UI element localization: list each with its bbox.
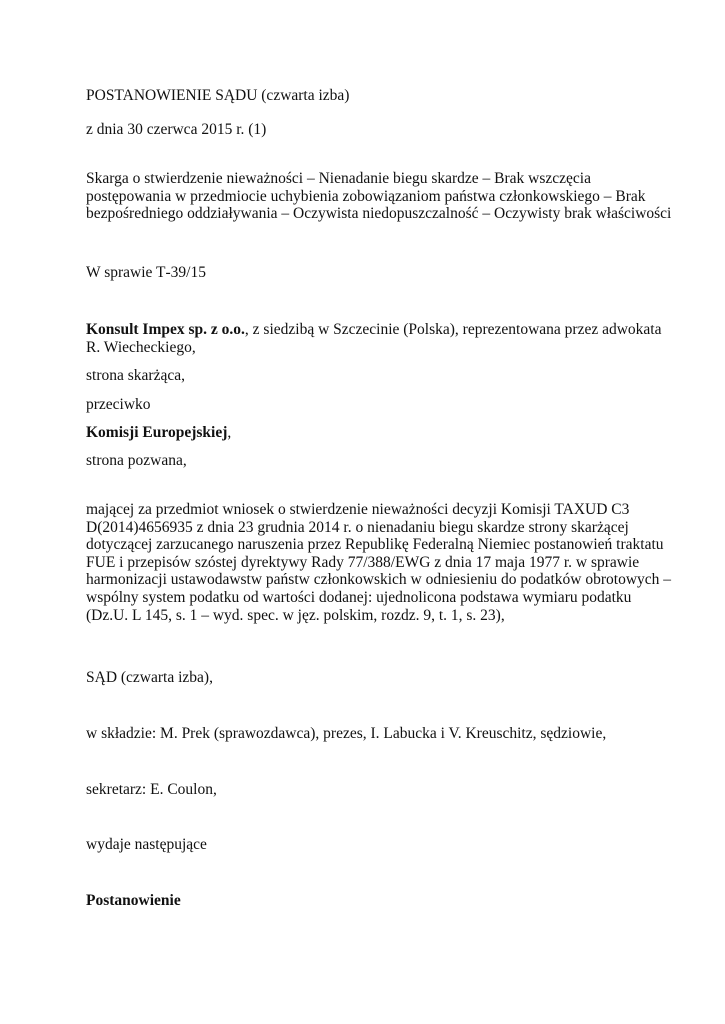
defendant-name: Komisji Europejskiej	[86, 424, 228, 441]
keywords-line: Skarga o stwierdzenie nieważności – Nienadanie biegu skardze – Brak wszczęcia	[86, 170, 591, 187]
applicant-details: , z siedzibą w Szczecinie (Polska), reprezentowana przez adwokata	[244, 321, 662, 338]
subject-line: dotyczącej zarzucanego naruszenia przez Republikę Federalną Niemiec postanowień traktatu	[86, 536, 664, 554]
issues-line: wydaje następujące	[86, 836, 207, 853]
applicant-name: Konsult Impex sp. z o.o.	[86, 321, 245, 338]
section-heading	[86, 892, 181, 910]
registrar-line: sekretarz: E. Coulon,	[86, 781, 217, 798]
document-date: z dnia 30 czerwca 2015 r. (1)	[86, 121, 267, 138]
keywords-line: postępowania w przedmiocie uchybienia zobowiązaniom państwa członkowskiego – Brak	[86, 187, 646, 205]
applicant-role: strona skarżąca,	[86, 367, 185, 384]
defendant-line	[86, 424, 231, 442]
subject-line: D(2014)4656935 z dnia 23 grudnia 2014 r. o nienadaniu biegu skardze strony skarżącej	[86, 518, 629, 536]
subject-line: (Dz.U. L 145, s. 1 – wyd. spec. w jęz. polskim, rozdz. 9, t. 1, s. 23),	[86, 606, 505, 624]
subject-line: FUE i przepisów szóstej dyrektywy Rady 77/388/EWG z dnia 17 maja 1977 r. w sprawie	[86, 553, 640, 571]
keywords-paragraph	[86, 170, 672, 223]
composition-line: w składzie: M. Prek (sprawozdawca), prezes, I. Labucka i V. Kreuschitz, sędziowie,	[86, 725, 607, 742]
applicant-representative: R. Wiecheckiego,	[86, 338, 196, 356]
subject-line: harmonizacji ustawodawstw państw członkowskich w odniesieniu do podatków obrotowych –	[86, 571, 672, 589]
case-number: W sprawie T‑39/15	[86, 264, 206, 281]
subject-line: mającej za przedmiot wniosek o stwierdzenie nieważności decyzji Komisji TAXUD C3	[86, 501, 630, 518]
applicant-paragraph	[86, 321, 666, 356]
court-label: SĄD (czwarta izba),	[86, 669, 213, 686]
document-title: POSTANOWIENIE SĄDU (czwarta izba)	[86, 87, 350, 104]
section-heading-text: Postanowienie	[86, 892, 181, 909]
subject-paragraph	[86, 501, 672, 624]
versus-label: przeciwko	[86, 396, 151, 413]
subject-line: wspólny system podatku od wartości dodanej: ujednolicona podstawa wymiaru podatku	[86, 588, 632, 606]
keywords-line: bezpośredniego oddziaływania – Oczywista niedopuszczalność – Oczywisty brak właściwości	[86, 205, 672, 223]
defendant-role: strona pozwana,	[86, 452, 187, 469]
defendant-suffix: ,	[227, 424, 232, 441]
